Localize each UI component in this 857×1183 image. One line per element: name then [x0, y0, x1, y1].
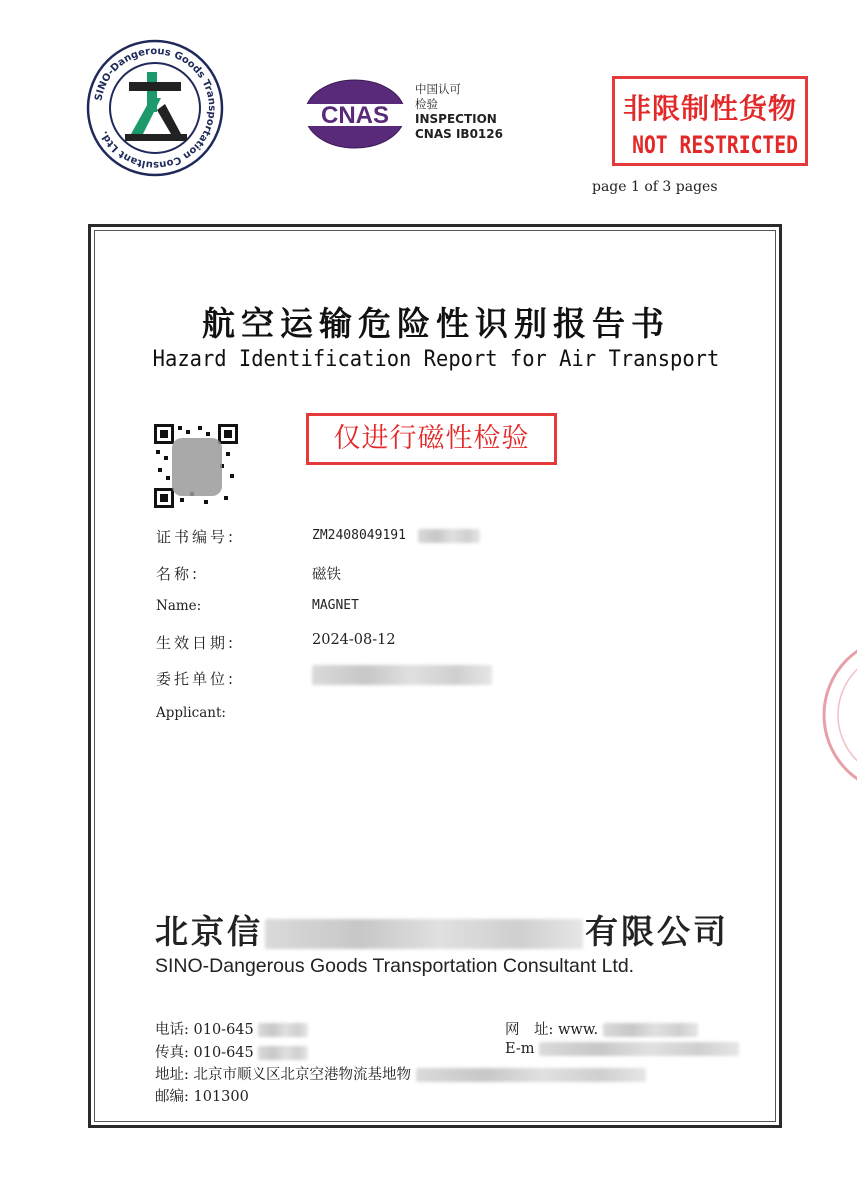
cnas-line-number: CNAS IB0126 [415, 127, 503, 141]
postcode-row [155, 1085, 249, 1106]
stamp-en-text: NOT RESTRICTED [632, 131, 798, 159]
cnas-logo [303, 78, 408, 150]
cert-no-value: ZM2408049191 [312, 528, 406, 543]
not-restricted-stamp [612, 76, 808, 166]
cert-no-label: 证书编号: [156, 528, 237, 546]
cnas-line-cn2: 检验 [415, 97, 438, 111]
partial-red-seal [812, 640, 857, 790]
svg-text:SINO-Dangerous Goods Transport: SINO-Dangerous Goods Transportation Consultant Ltd. [93, 45, 218, 171]
client-label: 委托单位: [156, 670, 237, 688]
applicant-label: Applicant: [156, 705, 226, 721]
stamp-zh-text: 非限制性货物 [622, 92, 797, 125]
name-en-label: Name: [156, 598, 202, 614]
company-name-zh-end: 有限公司 [585, 912, 729, 951]
company-name-zh [155, 906, 729, 953]
report-title-zh: 航空运输危险性识别报告书 [202, 304, 670, 343]
website-value: www. [558, 1022, 599, 1038]
name-zh-value: 磁铁 [312, 567, 341, 583]
website-label: 网 址: [505, 1022, 554, 1038]
cnas-accreditation-text [415, 82, 503, 142]
address-value: 北京市顺义区北京空港物流基地物 [193, 1067, 411, 1083]
phone-value: 010-645 [193, 1022, 254, 1038]
redacted-fax [258, 1046, 308, 1060]
email-row [505, 1041, 739, 1057]
fax-row [155, 1041, 308, 1062]
postcode-label: 邮编: [155, 1089, 189, 1105]
redacted-company-name [265, 919, 583, 949]
company-name-en: SINO-Dangerous Goods Transportation Consultant Ltd. [155, 955, 635, 977]
qr-code [154, 424, 238, 508]
report-title-en: Hazard Identification Report for Air Transport [152, 347, 720, 372]
name-zh-label: 名称: [156, 565, 201, 583]
address-row [155, 1063, 646, 1084]
page-number: page 1 of 3 pages [592, 179, 718, 195]
svg-text:CNAS: CNAS [320, 102, 390, 129]
fax-label: 传真: [155, 1045, 189, 1061]
website-row [505, 1018, 698, 1039]
redacted-address [416, 1068, 646, 1082]
email-label: E-m [505, 1041, 535, 1057]
company-name-zh-start: 北京信 [155, 912, 263, 951]
effective-date-value: 2024-08-12 [312, 632, 396, 648]
fax-value: 010-645 [193, 1045, 254, 1061]
redacted-phone [258, 1023, 308, 1037]
effective-date-label: 生效日期: [156, 634, 237, 652]
postcode-value: 101300 [193, 1089, 249, 1105]
name-en-value: MAGNET [312, 598, 359, 613]
cnas-line-cn1: 中国认可 [415, 82, 461, 96]
redacted-website [603, 1023, 698, 1037]
magnetic-test-only-stamp: 仅进行磁性检验 [306, 413, 557, 465]
phone-label: 电话: [155, 1022, 189, 1038]
redacted-client-name [312, 665, 492, 685]
cnas-line-inspection: INSPECTION [415, 112, 497, 126]
redacted-email [539, 1042, 739, 1056]
address-label: 地址: [155, 1067, 189, 1083]
phone-row [155, 1018, 308, 1039]
redacted-cert-suffix [418, 529, 480, 543]
sino-dgtc-logo [85, 38, 225, 178]
